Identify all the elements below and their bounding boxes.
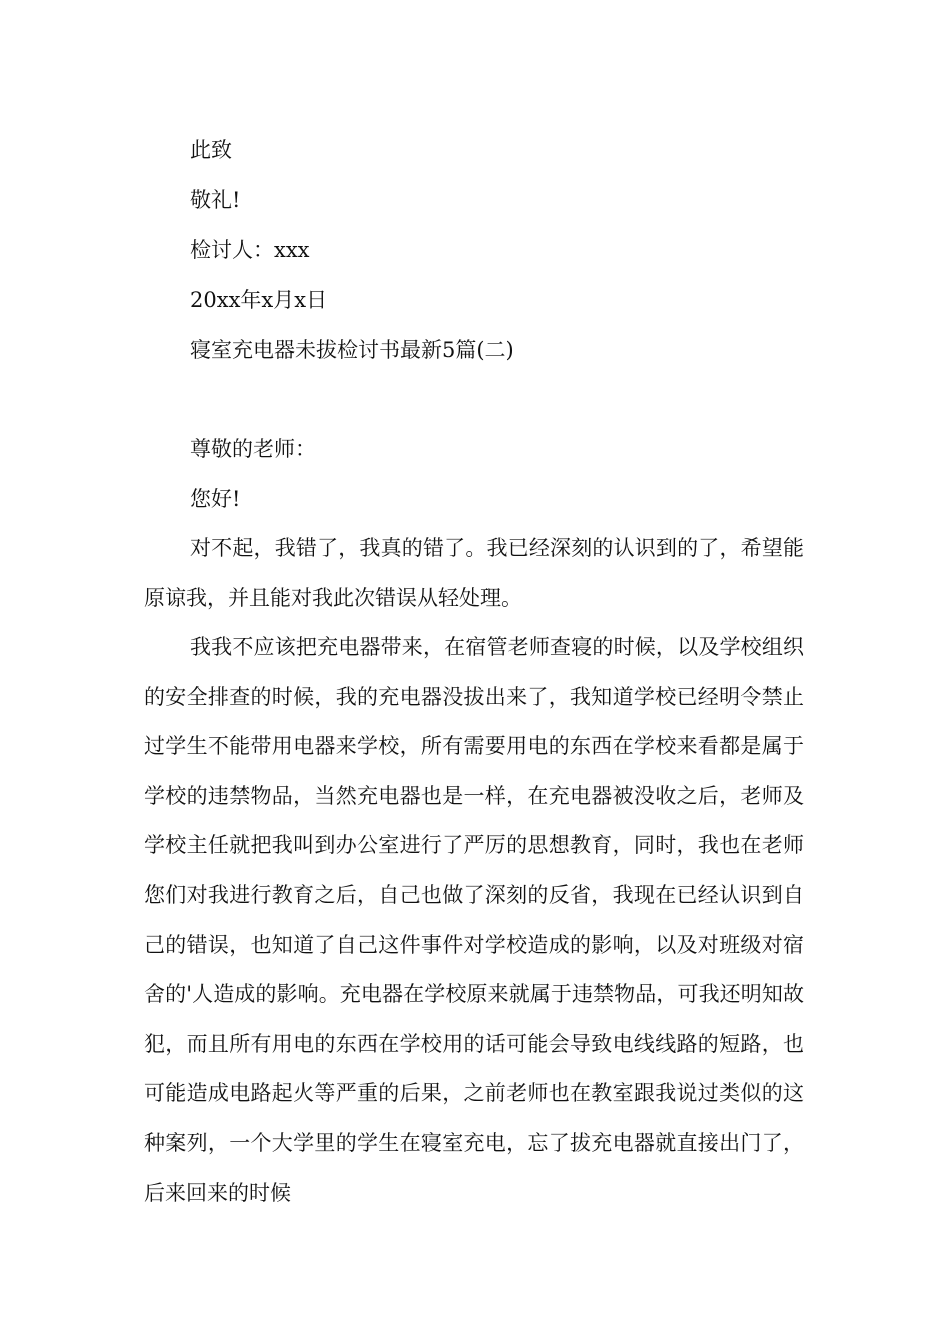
greeting: 您好!: [190, 487, 241, 511]
body-paragraph-1: 对不起，我错了，我真的错了。我已经深刻的认识到的了，希望能原谅我，并且能对我此次错误从轻处理。: [144, 536, 804, 610]
closing-line-1: 此致: [190, 138, 232, 162]
section-title: 寝室充电器未拔检讨书最新5篇(二): [190, 338, 514, 362]
signer-line: 检讨人：xxx: [190, 238, 310, 262]
body-paragraph-2: 我我不应该把充电器带来，在宿管老师查寝的时候，以及学校组织的安全排查的时候，我的充电器没拔出来了，我知道学校已经明令禁止过学生不能带用电器来学校，所有需要用电的东西在学校来看都是属于学校的违禁物品，当然充电器也是一样，在充电器被没收之后，老师及学校主任就把我叫到办公室进行了严厉的思想教育，同时，我也在老师您们对我进行教育之后，自己也做了深刻的反省，我现在已经认识到自己的错误，也知道了自己这件事件对学校造成的影响，以及对班级对宿舍的'人造成的影响。充电器在学校原来就属于违禁物品，可我还明知故犯，而且所有用电的东西在学校用的话可能会导致电线线路的短路，也可能造成电路起火等严重的后果，之前老师也在教室跟我说过类似的这种案列，一个大学里的学生在寝室充电，忘了拔充电器就直接出门了，后来回来的时候: [144, 635, 804, 1205]
date-line: 20xx年x月x日: [190, 288, 328, 312]
salutation: 尊敬的老师：: [190, 437, 316, 461]
closing-line-2: 敬礼!: [190, 188, 241, 212]
